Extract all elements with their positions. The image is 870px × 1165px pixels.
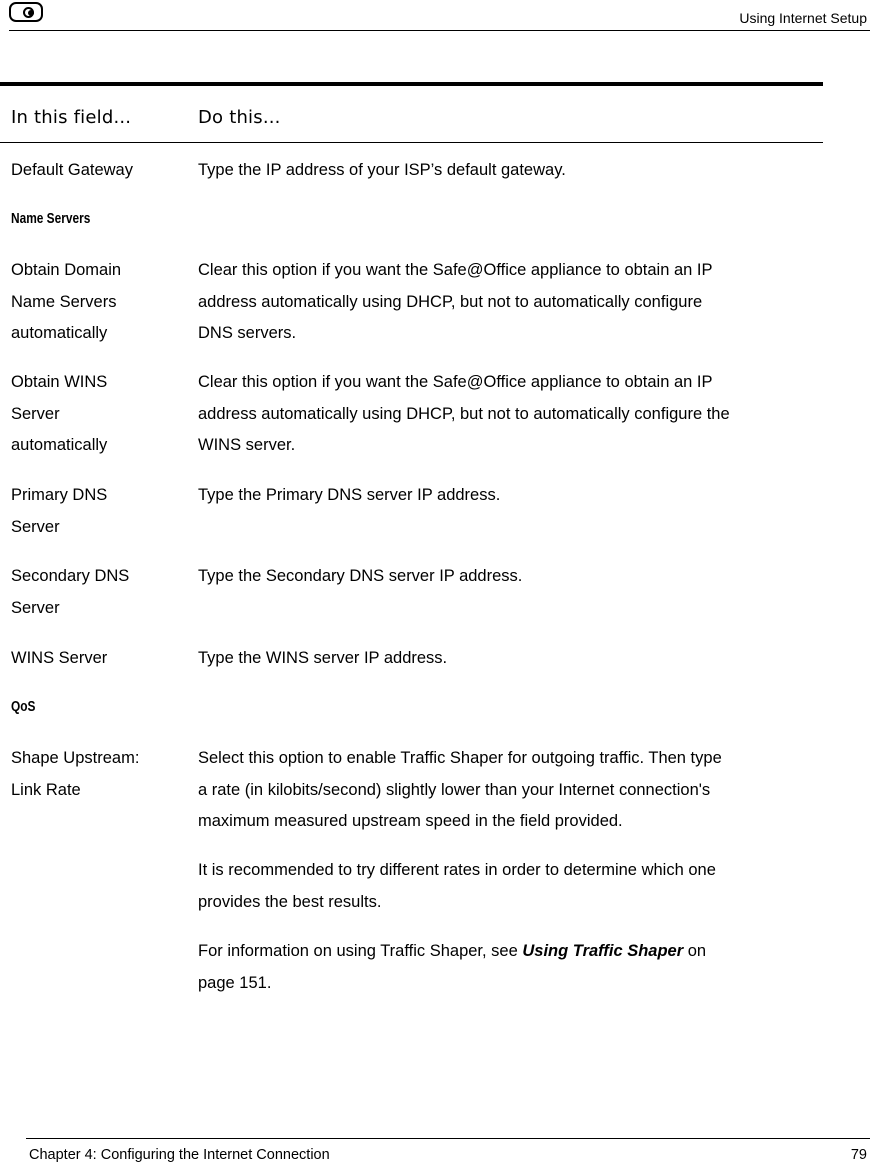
reference-prefix: For information on using Traffic Shaper, see (198, 942, 523, 960)
field-line: automatically (11, 436, 108, 454)
running-header-title: Using Internet Setup (739, 10, 867, 26)
cross-reference-link[interactable]: Using Traffic Shaper (522, 942, 684, 960)
footer-chapter: Chapter 4: Configuring the Internet Connection (29, 1147, 330, 1163)
field-line: Name Servers (11, 292, 117, 311)
reference-suffix: on (683, 942, 707, 960)
desc-primary-dns: Type the Primary DNS server IP address. (198, 486, 501, 504)
desc-line: a rate (in kilobits/second) slightly lower than your Internet connection's (198, 780, 711, 799)
desc-default-gateway: Type the IP address of your ISP’s default gateway. (198, 161, 566, 179)
table-header-rule (0, 142, 823, 143)
field-line: Secondary DNS (11, 567, 130, 585)
section-qos: QoS (11, 699, 36, 715)
desc-obtain-dns (198, 255, 813, 350)
desc-line: Clear this option if you want the Safe@Office appliance to obtain an IP (198, 373, 713, 391)
desc-line: Select this option to enable Traffic Shaper for outgoing traffic. Then type (198, 749, 722, 767)
desc-line: DNS servers. (198, 324, 297, 342)
desc-line: page 151. (198, 973, 272, 992)
desc-line: It is recommended to try different rates in order to determine which one (198, 861, 716, 879)
field-line: Primary DNS (11, 486, 108, 504)
field-primary-dns (11, 480, 186, 543)
field-shape-upstream (11, 743, 186, 806)
desc-line (198, 936, 813, 968)
desc-shape-upstream-recommendation (198, 855, 813, 918)
field-line: Server (11, 404, 60, 423)
field-line: Obtain Domain (11, 261, 122, 279)
desc-line: maximum measured upstream speed in the field provided. (198, 812, 623, 830)
footer-rule (26, 1138, 870, 1139)
field-line: Server (11, 517, 60, 536)
field-line: Obtain WINS (11, 373, 108, 391)
column-header-action: Do this... (198, 107, 281, 128)
desc-line: provides the best results. (198, 892, 382, 911)
desc-line: WINS server. (198, 436, 296, 454)
field-line: Server (11, 598, 60, 617)
field-line: Shape Upstream: (11, 749, 140, 767)
field-obtain-dns (11, 255, 186, 350)
field-secondary-dns (11, 561, 186, 624)
desc-obtain-wins (198, 367, 813, 462)
desc-line: address automatically using DHCP, but not to automatically configure the (198, 404, 730, 423)
desc-wins-server: Type the WINS server IP address. (198, 649, 448, 667)
footer-page-number: 79 (850, 1147, 867, 1163)
desc-line: Clear this option if you want the Safe@Office appliance to obtain an IP (198, 261, 713, 279)
field-default-gateway: Default Gateway (11, 161, 133, 179)
header-rule (9, 30, 870, 31)
desc-line: address automatically using DHCP, but not to automatically configure (198, 292, 703, 311)
desc-secondary-dns: Type the Secondary DNS server IP address. (198, 567, 523, 585)
logo-dot (28, 10, 34, 16)
column-header-field: In this field... (11, 107, 132, 128)
desc-shape-upstream-reference (198, 936, 813, 999)
field-line: Link Rate (11, 780, 81, 799)
section-name-servers: Name Servers (11, 211, 91, 227)
desc-shape-upstream (198, 743, 813, 838)
safe-at-office-logo-icon (9, 2, 43, 22)
table-top-rule (0, 82, 823, 86)
field-line: automatically (11, 324, 108, 342)
field-wins-server: WINS Server (11, 649, 108, 667)
field-obtain-wins (11, 367, 186, 462)
